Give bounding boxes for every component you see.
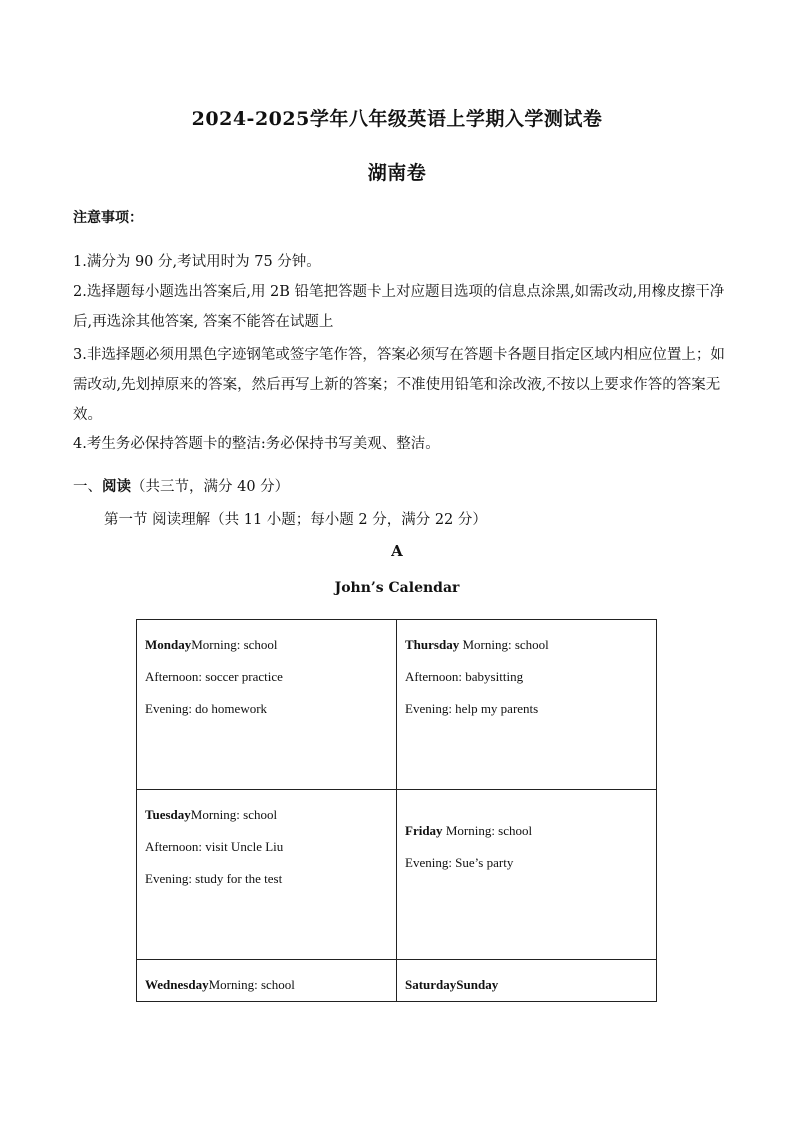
tuesday-afternoon: Afternoon: visit Uncle Liu xyxy=(145,839,284,854)
monday-morning: Morning: school xyxy=(191,637,278,652)
page-subtitle: 湖南卷 xyxy=(367,162,427,184)
passage-label: A xyxy=(391,542,403,560)
day-monday: Monday xyxy=(145,637,192,652)
section-detail: （共三节，满分 40 分） xyxy=(131,479,290,495)
section-heading xyxy=(73,474,289,500)
day-wednesday: Wednesday xyxy=(145,977,209,992)
friday-morning: Morning: school xyxy=(442,823,533,838)
calendar-table xyxy=(136,619,657,1002)
subsection-heading: 第一节 阅读理解（共 11 小题；每小题 2 分，满分 22 分） xyxy=(104,512,487,528)
wednesday-morning: Morning: school xyxy=(208,977,295,992)
day-sunday: Sunday xyxy=(456,977,499,992)
note-item-2: 2.选择题每小题选出答案后,用 2B 铅笔把答题卡上对应题目选项的信息点涂黑,如需改动,用橡皮擦干净后,再选涂其他答案, 答案不能答在试题上 xyxy=(73,284,725,330)
calendar-cell-weekend xyxy=(397,960,657,1002)
thursday-evening: Evening: help my parents xyxy=(405,701,539,716)
thursday-afternoon: Afternoon: babysitting xyxy=(405,669,524,684)
section-name: 阅读 xyxy=(102,478,131,495)
note-item-1: 1.满分为 90 分,考试用时为 75 分钟。 xyxy=(73,254,321,270)
day-friday: Friday xyxy=(405,823,443,838)
calendar-cell-friday xyxy=(397,790,657,960)
day-saturday: Saturday xyxy=(405,977,457,992)
monday-evening: Evening: do homework xyxy=(145,701,268,716)
friday-evening: Evening: Sue’s party xyxy=(405,855,514,870)
calendar-cell-tuesday xyxy=(137,790,397,960)
monday-afternoon: Afternoon: soccer practice xyxy=(145,669,283,684)
notes-label: 注意事项： xyxy=(73,210,143,226)
day-thursday: Thursday xyxy=(405,637,460,652)
calendar-cell-wednesday xyxy=(137,960,397,1002)
calendar-cell-thursday xyxy=(397,620,657,790)
page-title: 2024-2025学年八年级英语上学期入学测试卷 xyxy=(191,108,603,130)
note-item-3: 3.非选择题必须用黑色字迹钢笔或签字笔作答，答案必须写在答题卡各题目指定区域内相应位置上；如需改动,先划掉原来的答案，然后再写上新的答案；不准使用铅笔和涂改液,不按以上要求作答的答案无效。 xyxy=(73,347,725,423)
note-item-4: 4.考生务必保持答题卡的整洁:务必保持书写美观、整洁。 xyxy=(73,436,440,452)
tuesday-morning: Morning: school xyxy=(190,807,278,822)
day-tuesday: Tuesday xyxy=(145,807,191,822)
tuesday-evening: Evening: study for the test xyxy=(145,871,283,886)
calendar-cell-monday xyxy=(137,620,397,790)
calendar-title: John’s Calendar xyxy=(334,580,460,596)
section-prefix: 一、 xyxy=(73,479,102,495)
thursday-morning: Morning: school xyxy=(459,637,549,652)
